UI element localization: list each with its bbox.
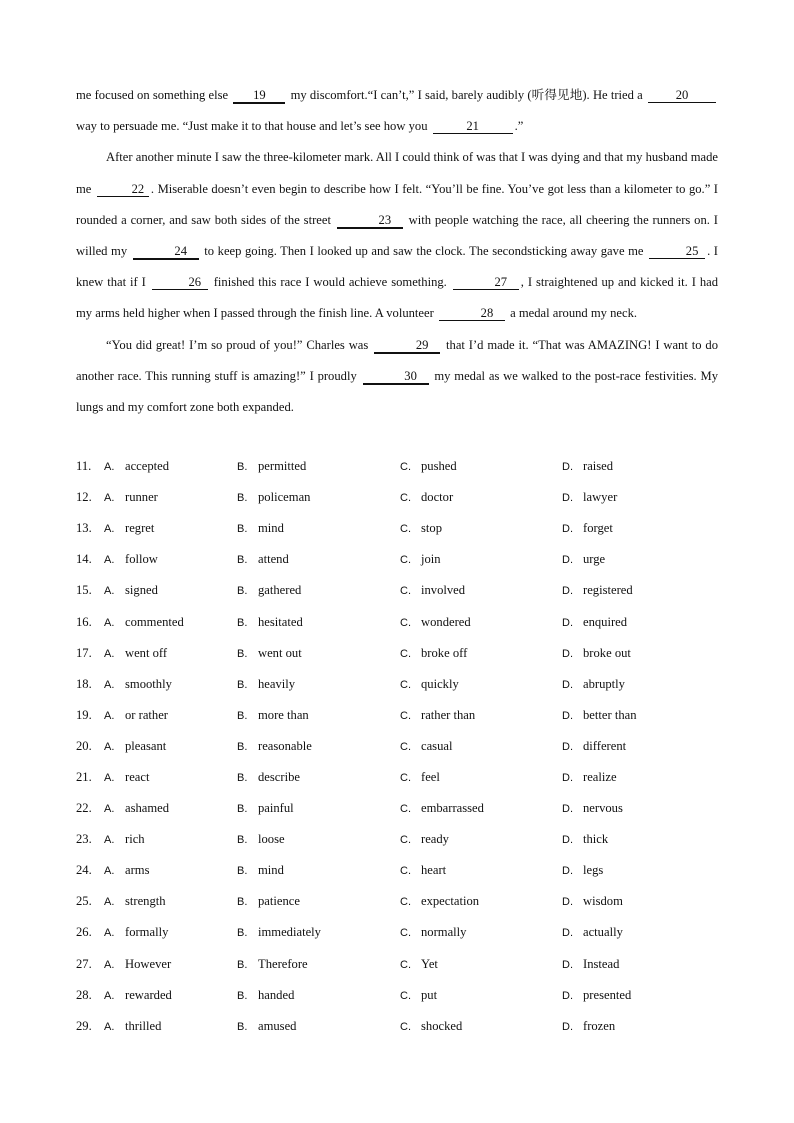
option-c (400, 677, 459, 692)
option-text: different (583, 738, 627, 753)
option-text: formally (125, 925, 169, 940)
passage-text: my medal as we walked to the post-race festivities. My lungs and my comfort zone both expanded. (76, 368, 718, 415)
question-row (76, 762, 716, 793)
option-text: went off (125, 645, 168, 660)
option-letter: D. (562, 616, 573, 629)
option-letter: A. (104, 461, 115, 474)
blank-29: 29 (374, 338, 440, 354)
option-letter: D. (562, 865, 573, 878)
question-row (76, 513, 716, 544)
option-text: thrilled (125, 1018, 162, 1033)
option-b (237, 521, 284, 536)
question-number: 29. (76, 1018, 92, 1033)
option-text: handed (258, 987, 295, 1002)
option-c (400, 925, 466, 940)
paragraph-1 (76, 80, 718, 142)
option-a (104, 677, 172, 692)
question-number: 17. (76, 645, 92, 660)
option-letter: C. (400, 709, 411, 722)
option-letter: B. (237, 523, 248, 536)
option-text: wisdom (583, 894, 623, 909)
passage-text: . I knew that if I (76, 244, 718, 290)
option-text: went out (258, 645, 302, 660)
option-a (104, 615, 184, 630)
option-letter: B. (237, 647, 248, 660)
blank-27: 27 (453, 275, 519, 290)
option-c (400, 770, 440, 785)
option-a (104, 490, 158, 505)
option-b (237, 490, 310, 505)
option-letter: D. (562, 585, 573, 598)
passage-text: to keep going. Then I looked up and saw the clock. The secondsticking away gave me (200, 244, 648, 259)
option-letter: C. (400, 461, 411, 474)
option-letter: A. (104, 803, 115, 816)
option-text: smoothly (125, 676, 172, 691)
question-row (76, 980, 716, 1011)
passage-text: me focused on something else (76, 88, 232, 102)
option-text: attend (258, 552, 289, 567)
passage-text: that I’d made it. “That was AMAZING! I want to do another race. This running stuff is amazing!” I proudly (76, 337, 718, 383)
option-a (104, 894, 166, 909)
option-c (400, 521, 442, 536)
option-letter: A. (104, 523, 115, 536)
option-c (400, 459, 457, 474)
option-letter: D. (562, 1020, 573, 1033)
question-number: 14. (76, 552, 92, 567)
option-b (237, 925, 321, 940)
question-number: 13. (76, 521, 92, 536)
option-text: mind (258, 863, 284, 878)
option-text: thick (583, 832, 609, 847)
option-text: put (421, 987, 438, 1002)
option-a (104, 1019, 161, 1034)
option-text: signed (125, 583, 158, 598)
option-letter: C. (400, 989, 411, 1002)
question-number: 18. (76, 676, 92, 691)
passage-text: way to persuade me. “Just make it to that house and let’s see how you (76, 119, 431, 134)
option-text: patience (258, 894, 300, 909)
option-text: ashamed (125, 801, 170, 816)
option-text: regret (125, 521, 155, 536)
option-text: Yet (421, 956, 438, 971)
option-letter: A. (104, 1020, 115, 1033)
passage-text: with people watching the race, all cheering the runners on. I willed my (76, 212, 718, 259)
option-letter: A. (104, 740, 115, 753)
option-text: hesitated (258, 614, 303, 629)
option-letter: D. (562, 492, 573, 505)
passage-text: finished this race I would achieve something. (209, 275, 451, 290)
question-row (76, 700, 716, 731)
option-letter: A. (104, 896, 115, 909)
option-c (400, 552, 441, 567)
option-text: policeman (258, 490, 311, 505)
option-text: stop (421, 521, 442, 536)
option-text: painful (258, 801, 294, 816)
passage-text: my discomfort.“I can’t,” I said, barely audibly (听得见地). He tried a (287, 88, 646, 102)
option-letter: B. (237, 492, 248, 505)
option-d (562, 770, 617, 785)
option-d (562, 615, 627, 630)
question-row (76, 949, 716, 980)
option-text: ready (421, 832, 449, 847)
option-d (562, 521, 613, 536)
option-letter: D. (562, 709, 573, 722)
option-letter: D. (562, 771, 573, 784)
option-text: quickly (421, 676, 459, 691)
option-letter: B. (237, 865, 248, 878)
option-letter: A. (104, 834, 115, 847)
option-c (400, 863, 446, 878)
question-number: 12. (76, 490, 92, 505)
option-letter: C. (400, 585, 411, 598)
option-text: rich (125, 832, 145, 847)
option-d (562, 988, 631, 1003)
option-c (400, 739, 452, 754)
option-text: describe (258, 769, 300, 784)
question-list (76, 451, 716, 1042)
option-letter: A. (104, 927, 115, 940)
blank-21: 21 (433, 119, 513, 134)
option-letter: D. (562, 896, 573, 909)
option-b (237, 770, 300, 785)
option-letter: B. (237, 927, 248, 940)
passage-text: . Miserable doesn’t even begin to describe how I felt. “You’ll be fine. You’ve got less than a kilometer to go.” I rounded a corner, and saw both sides of the street (76, 181, 718, 227)
option-letter: B. (237, 1020, 248, 1033)
option-b (237, 801, 294, 816)
option-d (562, 583, 633, 598)
passage-text: .” (514, 119, 524, 134)
option-a (104, 801, 169, 816)
option-c (400, 708, 475, 723)
option-letter: B. (237, 585, 248, 598)
option-letter: D. (562, 740, 573, 753)
option-c (400, 832, 449, 847)
option-d (562, 490, 617, 505)
option-letter: D. (562, 647, 573, 660)
option-c (400, 894, 479, 909)
option-letter: A. (104, 554, 115, 567)
option-d (562, 708, 637, 723)
option-d (562, 863, 603, 878)
option-c (400, 615, 471, 630)
option-a (104, 957, 171, 972)
question-row (76, 855, 716, 886)
option-text: heavily (258, 676, 296, 691)
option-text: react (125, 769, 150, 784)
option-text: presented (583, 987, 632, 1002)
option-text: immediately (258, 925, 321, 940)
option-text: accepted (125, 459, 170, 474)
option-text: strength (125, 894, 166, 909)
passage-text: , I straightened up and kicked it. I had my arms held higher when I passed through the finish line. A volunteer (76, 275, 719, 321)
option-text: better than (583, 707, 637, 722)
option-letter: A. (104, 709, 115, 722)
option-text: reasonable (258, 738, 312, 753)
option-letter: D. (562, 927, 573, 940)
question-row (76, 482, 716, 513)
option-text: permitted (258, 459, 307, 474)
option-b (237, 894, 300, 909)
blank-25: 25 (649, 244, 705, 259)
passage (76, 80, 718, 423)
option-letter: B. (237, 554, 248, 567)
option-text: broke off (421, 645, 468, 660)
option-text: realize (583, 769, 617, 784)
blank-24: 24 (133, 244, 199, 260)
question-row (76, 575, 716, 606)
option-c (400, 801, 484, 816)
option-letter: C. (400, 554, 411, 567)
question-row (76, 793, 716, 824)
question-number: 28. (76, 987, 92, 1002)
option-letter: D. (562, 989, 573, 1002)
question-row (76, 1011, 716, 1042)
question-number: 19. (76, 707, 92, 722)
option-d (562, 677, 625, 692)
option-text: embarrassed (421, 801, 484, 816)
option-text: expectation (421, 894, 480, 909)
option-text: raised (583, 459, 614, 474)
paragraph-2 (76, 142, 718, 329)
blank-28: 28 (439, 306, 505, 321)
option-d (562, 832, 608, 847)
option-text: amused (258, 1018, 297, 1033)
option-b (237, 677, 295, 692)
option-d (562, 1019, 615, 1034)
option-letter: C. (400, 647, 411, 660)
question-row (76, 917, 716, 948)
option-letter: D. (562, 834, 573, 847)
option-c (400, 988, 437, 1003)
option-letter: C. (400, 678, 411, 691)
question-number: 20. (76, 738, 92, 753)
option-d (562, 801, 623, 816)
option-text: casual (421, 738, 453, 753)
option-text: heart (421, 863, 447, 878)
option-text: nervous (583, 801, 623, 816)
option-b (237, 583, 301, 598)
blank-20: 20 (648, 88, 716, 103)
option-letter: C. (400, 740, 411, 753)
option-letter: C. (400, 771, 411, 784)
option-a (104, 863, 149, 878)
option-letter: C. (400, 865, 411, 878)
option-text: gathered (258, 583, 302, 598)
option-text: rewarded (125, 987, 172, 1002)
option-letter: D. (562, 958, 573, 971)
option-text: loose (258, 832, 285, 847)
option-a (104, 521, 154, 536)
option-letter: C. (400, 616, 411, 629)
option-c (400, 1019, 462, 1034)
option-b (237, 646, 302, 661)
option-letter: A. (104, 678, 115, 691)
option-b (237, 552, 289, 567)
question-row (76, 606, 716, 637)
blank-23: 23 (337, 213, 403, 229)
option-a (104, 459, 169, 474)
option-letter: A. (104, 865, 115, 878)
option-text: involved (421, 583, 466, 598)
question-number: 11. (76, 459, 92, 474)
option-letter: B. (237, 461, 248, 474)
option-letter: C. (400, 896, 411, 909)
question-row (76, 731, 716, 762)
option-a (104, 770, 149, 785)
option-a (104, 832, 145, 847)
option-letter: D. (562, 523, 573, 536)
option-letter: B. (237, 958, 248, 971)
option-a (104, 583, 158, 598)
question-number: 22. (76, 801, 92, 816)
option-letter: B. (237, 678, 248, 691)
question-number: 16. (76, 614, 92, 629)
option-letter: C. (400, 803, 411, 816)
option-b (237, 988, 294, 1003)
option-letter: A. (104, 771, 115, 784)
option-d (562, 646, 631, 661)
option-d (562, 739, 626, 754)
option-letter: B. (237, 616, 248, 629)
question-row (76, 886, 716, 917)
option-letter: B. (237, 740, 248, 753)
question-row (76, 451, 716, 482)
option-letter: B. (237, 896, 248, 909)
option-c (400, 646, 467, 661)
option-text: pushed (421, 459, 457, 474)
blank-26: 26 (152, 275, 208, 290)
option-text: abruptly (583, 676, 625, 691)
question-number: 23. (76, 832, 92, 847)
blank-19: 19 (233, 88, 285, 104)
option-b (237, 957, 308, 972)
option-b (237, 459, 306, 474)
option-text: However (125, 956, 172, 971)
question-number: 15. (76, 583, 92, 598)
option-text: feel (421, 769, 440, 784)
passage-text: After another minute I saw the three-kilometer mark. All I could think of was that I was dying and that my husband made me (76, 150, 718, 196)
option-letter: C. (400, 834, 411, 847)
option-b (237, 739, 312, 754)
option-letter: A. (104, 585, 115, 598)
option-a (104, 988, 172, 1003)
option-text: frozen (583, 1018, 616, 1033)
option-text: rather than (421, 707, 476, 722)
option-letter: D. (562, 554, 573, 567)
option-b (237, 1019, 296, 1034)
option-text: forget (583, 521, 613, 536)
question-number: 21. (76, 769, 92, 784)
option-letter: A. (104, 989, 115, 1002)
blank-30: 30 (363, 369, 429, 385)
option-letter: A. (104, 616, 115, 629)
option-c (400, 490, 453, 505)
passage-text: a medal around my neck. (506, 306, 638, 321)
option-a (104, 708, 168, 723)
option-a (104, 739, 166, 754)
option-letter: B. (237, 989, 248, 1002)
option-d (562, 925, 623, 940)
option-text: follow (125, 552, 158, 567)
option-letter: C. (400, 927, 411, 940)
option-text: wondered (421, 614, 471, 629)
option-text: arms (125, 863, 150, 878)
option-text: or rather (125, 707, 169, 722)
option-letter: C. (400, 523, 411, 536)
question-number: 25. (76, 894, 92, 909)
option-d (562, 957, 619, 972)
option-text: actually (583, 925, 623, 940)
option-letter: C. (400, 1020, 411, 1033)
option-text: registered (583, 583, 633, 598)
option-d (562, 894, 623, 909)
option-text: enquired (583, 614, 628, 629)
option-letter: A. (104, 647, 115, 660)
option-text: more than (258, 707, 309, 722)
option-letter: B. (237, 771, 248, 784)
question-row (76, 544, 716, 575)
blank-22: 22 (97, 182, 149, 197)
option-letter: B. (237, 834, 248, 847)
option-b (237, 863, 284, 878)
option-text: legs (583, 863, 604, 878)
option-b (237, 708, 309, 723)
option-text: broke out (583, 645, 631, 660)
option-c (400, 583, 465, 598)
option-text: pleasant (125, 738, 167, 753)
option-b (237, 832, 285, 847)
passage-text: “You did great! I’m so proud of you!” Charles was (106, 337, 373, 352)
option-letter: D. (562, 678, 573, 691)
question-row (76, 824, 716, 855)
option-letter: A. (104, 958, 115, 971)
option-letter: A. (104, 492, 115, 505)
option-text: join (421, 552, 441, 567)
option-d (562, 552, 605, 567)
option-text: urge (583, 552, 606, 567)
option-text: lawyer (583, 490, 618, 505)
option-letter: D. (562, 461, 573, 474)
option-text: normally (421, 925, 467, 940)
option-letter: C. (400, 492, 411, 505)
paragraph-3 (76, 330, 718, 424)
question-number: 26. (76, 925, 92, 940)
question-row (76, 638, 716, 669)
option-text: runner (125, 490, 158, 505)
option-text: commented (125, 614, 184, 629)
option-a (104, 646, 167, 661)
option-text: Instead (583, 956, 620, 971)
option-a (104, 925, 168, 940)
question-row (76, 669, 716, 700)
option-d (562, 459, 613, 474)
option-b (237, 615, 303, 630)
option-letter: C. (400, 958, 411, 971)
option-text: mind (258, 521, 284, 536)
option-letter: D. (562, 803, 573, 816)
question-number: 27. (76, 956, 92, 971)
question-number: 24. (76, 863, 92, 878)
option-letter: B. (237, 803, 248, 816)
option-text: Therefore (258, 956, 308, 971)
option-letter: B. (237, 709, 248, 722)
option-c (400, 957, 438, 972)
option-text: shocked (421, 1018, 463, 1033)
option-a (104, 552, 158, 567)
option-text: doctor (421, 490, 454, 505)
